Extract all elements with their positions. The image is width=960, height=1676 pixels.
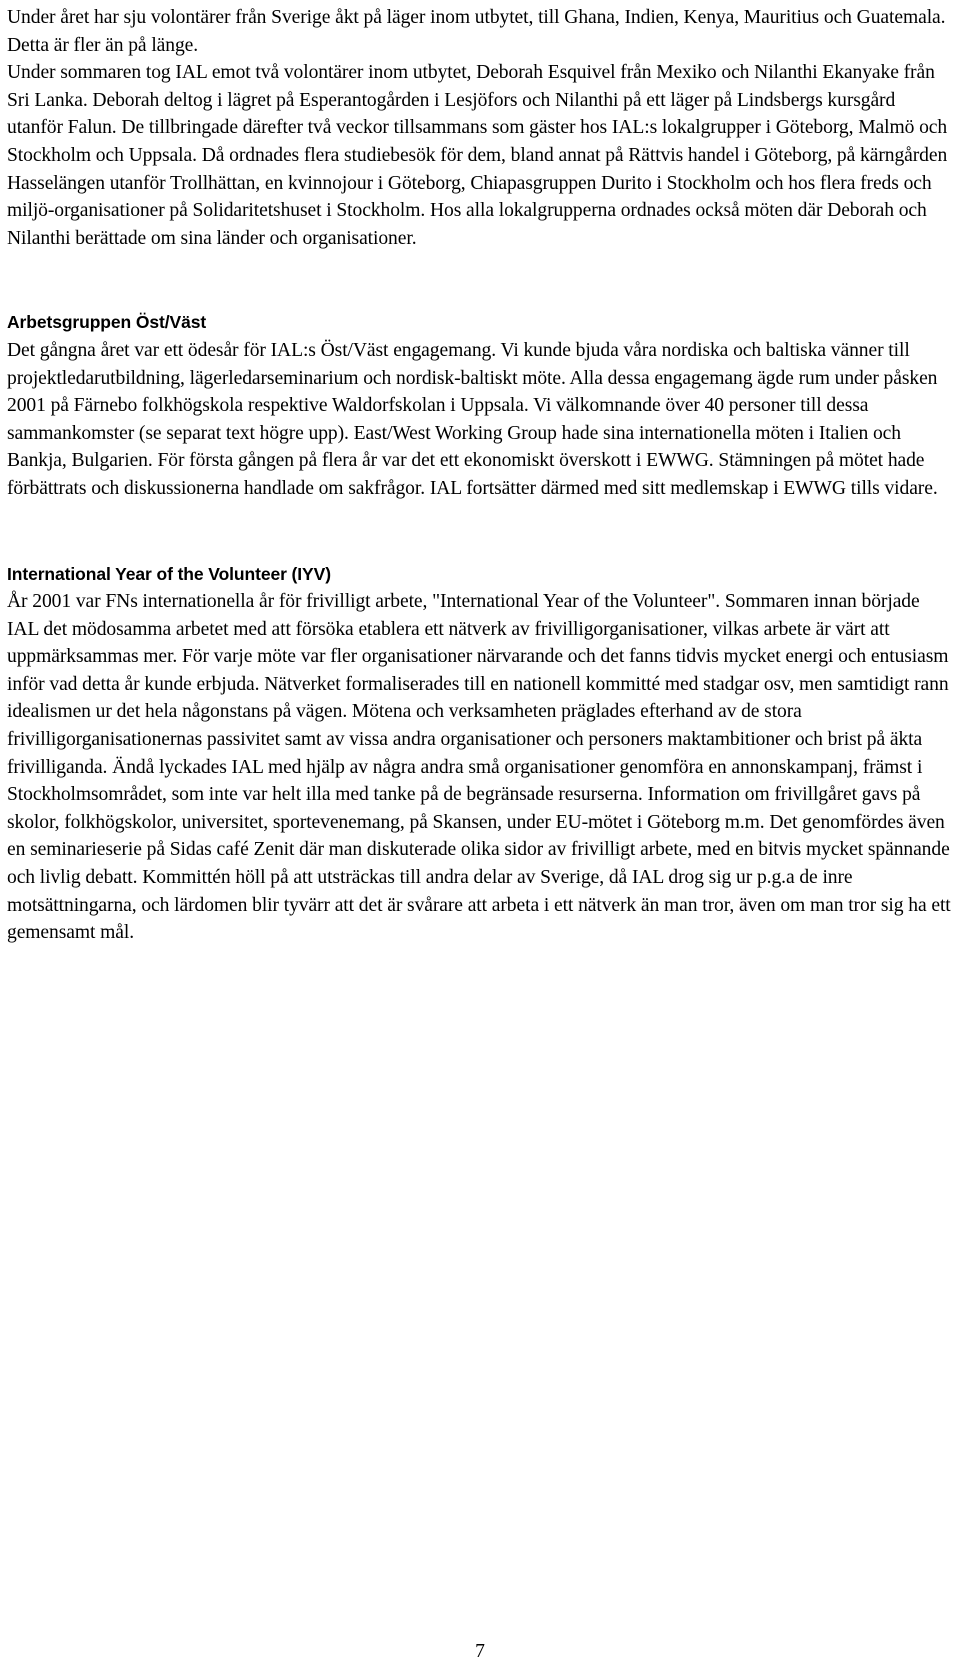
section-east-west	[7, 309, 955, 502]
paragraph-iyv: År 2001 var FNs internationella år för frivilligt arbete, "International Year of the Volunteer". Sommaren innan började IAL det mödosamma arbetet med att försöka etablera ett nätverk av frivilligorganisationer, vilkas arbete är värt att uppmärksammas mer. För varje möte var fler organisationer närvarande och det fanns tidvis mycket energi och entusiasm inför vad detta år kunde erbjuda. Nätverket formaliserades till en nationell kommitté med stadgar osv, men samtidigt rann idealismen ur det hela någonstans på vägen. Mötena och verksamheten präglades efterhand av de stora frivilligorganisationernas passivitet samt av vissa andra organisationer och personers maktambitioner och brist på äkta frivilliganda. Ändå lyckades IAL med hjälp av några andra små organisationer genomföra en annonskampanj, främst i Stockholmsområdet, som inte var helt illa med tanke på de begränsade resurserna. Information om frivillgåret gavs på skolor, folkhögskolor, universitet, sportevenemang, på Skansen, under EU-mötet i Göteborg m.m. Det genomfördes även en seminarieserie på Sidas café Zenit där man diskuterade olika sidor av frivilligt arbete, med en bitvis mycket spännande och livlig debatt. Kommittén höll på att utsträckas till andra delar av Sverige, då IAL drog sig ur p.g.a de inre motsättningarna, och lärdomen blir tyvärr att det är svårare att arbeta i ett nätverk än man tror, även om man tror sig ha ett gemensamt mål.	[7, 591, 951, 944]
paragraph-volunteers-abroad: Under året har sju volontärer från Sverige åkt på läger inom utbytet, till Ghana, Indien, Kenya, Mauritius och Guatemala. Detta är fler än på länge.	[7, 7, 946, 56]
section-iyv	[7, 561, 955, 947]
page-content	[7, 4, 955, 947]
paragraph-hosted-volunteers: Under sommaren tog IAL emot två volontärer inom utbytet, Deborah Esquivel från Mexiko och Nilanthi Ekanyake från Sri Lanka. Deborah deltog i lägret på Esperantogården i Lesjöfors och Nilanthi på ett läger på Lindsbergs kursgård utanför Falun. De tillbringade därefter två veckor tillsammans som gäster hos IAL:s lokalgrupper i Göteborg, Malmö och Stockholm och Uppsala. Då ordnades flera studiebesök för dem, bland annat på Rättvis handel i Göteborg, på kärngården Hasselängen utanför Trollhättan, en kvinnojour i Göteborg, Chiapasgruppen Durito i Stockholm och hos flera freds och miljö-organisationer på Solidaritetshuset i Stockholm. Hos alla lokalgrupperna ordnades också möten där Deborah och Nilanthi berättade om sina länder och organisationer.	[7, 62, 948, 249]
section-volunteer-exchange	[7, 4, 955, 252]
heading-east-west: Arbetsgruppen Öst/Väst	[7, 312, 207, 333]
heading-iyv: International Year of the Volunteer (IYV)	[7, 563, 331, 584]
section-spacer	[7, 503, 955, 561]
section-spacer	[7, 252, 955, 309]
paragraph-east-west: Det gångna året var ett ödesår för IAL:s Öst/Väst engagemang. Vi kunde bjuda våra nordiska och baltiska vänner till projektledarutbildning, lägerledarseminarium och nordisk-baltiskt möte. Alla dessa engagemang ägde rum under påsken 2001 på Färnebo folkhögskola respektive Waldorfskolan i Uppsala. Vi välkomnande över 40 personer till dessa sammankomster (se separat text högre upp). East/West Working Group hade sina internationella möten i Italien och Bankja, Bulgarien. För första gången på flera år var det ett ekonomiskt överskott i EWWG. Stämningen på mötet hade förbättrats och diskussionerna handlade om sakfrågor. IAL fortsätter därmed med sitt medlemskap i EWWG tills vidare.	[7, 339, 938, 499]
page-number: 7	[475, 1641, 485, 1662]
